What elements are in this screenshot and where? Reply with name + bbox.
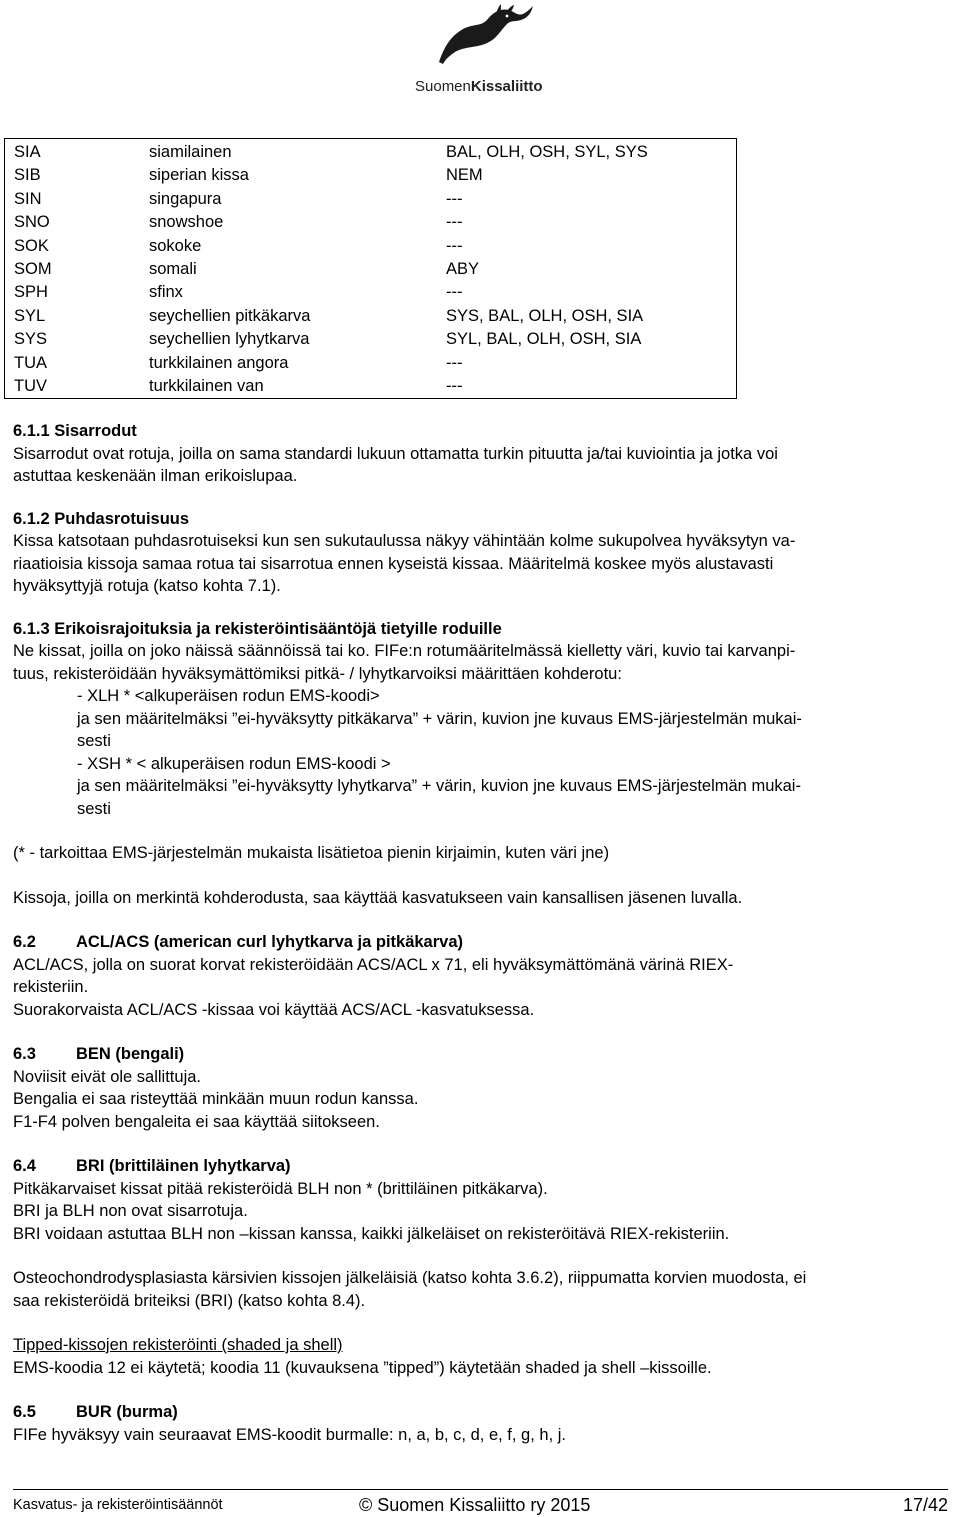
page-footer [13,1489,948,1514]
paragraph-line: Sisarrodut ovat rotuja, joilla on sama standardi lukuun ottamatta turkin pituutta ja/tai kuviointia ja jotka voi [13,444,778,463]
breed-code-cell: SOK [14,236,49,255]
paragraph-line: Bengalia ei saa risteyttää minkään muun rodun kanssa. [13,1090,419,1108]
breed-name-cell: seychellien pitkäkarva [149,306,311,325]
paragraph-line: F1-F4 polven bengaleita ei saa käyttää siitokseen. [13,1112,380,1131]
sister-breeds-cell: --- [446,377,463,396]
section-number: 6.3 [13,1045,36,1063]
indented-line: ja sen määritelmäksi ”ei-hyväksytty lyhytkarva” + värin, kuvion jne kuvaus EMS-järjestelmän mukai- [77,777,801,795]
section-number: 6.2 [13,933,36,951]
section-heading-64 [13,1155,948,1178]
sister-breeds-cell: SYL, BAL, OLH, OSH, SIA [446,330,642,349]
breed-name-cell: siperian kissa [149,166,249,185]
table-row [5,305,737,328]
document-body [13,420,948,1446]
section-title: BRI (brittiläinen lyhytkarva) [76,1157,291,1175]
breed-code-cell: SPH [14,283,48,302]
paragraph-line: Kissa katsotaan puhdasrotuiseksi kun sen sukutaulussa näkyy vähintään kolme sukupolvea hyväksytyn va- [13,532,796,550]
table-row [5,235,737,258]
table-row [5,139,737,165]
breed-code-cell: SIA [14,143,41,161]
sister-breeds-cell: NEM [446,166,483,185]
indented-line: - XLH * <alkuperäisen rodun EMS-koodi> [77,687,380,705]
table-row [5,281,737,304]
indented-line: sesti [77,799,111,818]
paragraph-line: Suorakorvaista ACL/ACS -kissaa voi käyttää ACS/ACL -kasvatuksessa. [13,1000,535,1019]
paragraph-line: astuttaa keskenään ilman erikoislupaa. [13,467,298,485]
breed-name-cell: snowshoe [149,213,224,232]
sister-breeds-cell: --- [446,283,463,302]
breed-name-cell: sfinx [149,283,183,302]
breeds-table [4,138,737,399]
sister-breeds-cell: SYS, BAL, OLH, OSH, SIA [446,306,644,325]
sister-breeds-cell: --- [446,189,463,208]
breed-code-cell: TUA [14,353,47,372]
section-number: 6.4 [13,1157,36,1175]
paragraph-line: BRI ja BLH non ovat sisarrotuja. [13,1202,248,1220]
paragraph-line: ACL/ACS, jolla on suorat korvat rekisteröidään ACS/ACL x 71, eli hyväksymättömänä värinä RIEX- [13,955,734,974]
table-row [5,164,737,187]
breed-name-cell: seychellien lyhytkarva [149,330,310,349]
breed-code-cell: TUV [14,377,47,396]
subheading-tipped: Tipped-kissojen rekisteröinti (shaded ja shell) [13,1336,343,1354]
section-title: BEN (bengali) [76,1045,185,1063]
section-heading-62 [13,931,948,954]
paragraph-line: hyväksyttyjä rotuja (katso kohta 7.1). [13,577,281,595]
cat-logo-icon [435,4,535,68]
section-heading-65 [13,1401,948,1424]
breed-code-cell: SIN [14,189,42,208]
sister-breeds-cell: --- [446,236,463,255]
paragraph-line: Ne kissat, joilla on joko näissä säännöissä tai ko. FIFe:n rotumääritelmässä kielletty väri, kuvio tai karvanpi- [13,642,796,660]
sister-breeds-cell: --- [446,213,463,232]
section-heading-63 [13,1043,948,1066]
breed-name-cell: somali [149,260,197,279]
paragraph-line: Osteochondrodysplasiasta kärsivien kissojen jälkeläisiä (katso kohta 3.6.2), riippumatta korvien muodosta, ei [13,1269,807,1287]
indented-line: sesti [77,732,111,750]
section-number: 6.5 [13,1403,36,1421]
paragraph-line: EMS-koodia 12 ei käytetä; koodia 11 (kuvauksena ”tipped”) käytetään shaded ja shell –kissoille. [13,1358,712,1377]
paragraph-line: tuus, rekisteröidään hyväksymättömiksi pitkä- / lyhytkarvoiksi määrittäen kohderotu: [13,664,622,683]
suomen-kissaliitto-logo [405,4,565,96]
section-title: BUR (burma) [76,1403,178,1421]
breed-code-cell: SOM [14,260,52,279]
footnote-line: (* - tarkoittaa EMS-järjestelmän mukaista lisätietoa pienin kirjaimin, kuten väri jne) [13,844,610,862]
breed-code-cell: SYL [14,306,46,325]
breed-code-cell: SNO [14,213,50,232]
breed-code-cell: SYS [14,330,48,349]
paragraph-line: saa rekisteröidä briteiksi (BRI) (katso kohta 8.4). [13,1291,366,1310]
sister-breeds-cell: ABY [446,260,480,279]
table-row [5,328,737,351]
footer-center: © Suomen Kissaliitto ry 2015 [359,1495,591,1515]
indented-line: - XSH * < alkuperäisen rodun EMS-koodi > [77,754,391,773]
footer-left: Kasvatus- ja rekisteröintisäännöt [13,1497,223,1513]
indented-line: ja sen määritelmäksi ”ei-hyväksytty pitkäkarva” + värin, kuvion jne kuvaus EMS-järjestelmän mukai- [77,709,802,728]
breed-code-cell: SIB [14,166,41,185]
paragraph-line: Kissoja, joilla on merkintä kohderodusta, saa käyttää kasvatukseen vain kansallisen jäsenen luvalla. [13,888,743,907]
table-row [5,258,737,281]
table-row [5,211,737,234]
page-number: 17/42 [902,1495,948,1515]
breed-name-cell: siamilainen [149,143,232,161]
breed-name-cell: sokoke [149,236,202,255]
table-row [5,352,737,375]
breed-name-cell: turkkilainen van [149,377,264,396]
section-heading-613: 6.1.3 Erikoisrajoituksia ja rekisteröintisääntöjä tietyille roduille [13,619,502,638]
paragraph-line: BRI voidaan astuttaa BLH non –kissan kanssa, kaikki jälkeläiset on rekisteröitävä RIEX-rekisteriin. [13,1224,730,1243]
section-heading-612: 6.1.2 Puhdasrotuisuus [13,509,190,528]
paragraph-line: Pitkäkarvaiset kissat pitää rekisteröidä BLH non * (brittiläinen pitkäkarva). [13,1179,548,1198]
logo-name-bold: Kissaliitto [470,78,543,95]
logo-name-light: Suomen [415,78,471,95]
paragraph-line: riaatioisia kissoja samaa rotua tai sisarrotua ennen kyseistä kissaa. Määritelmä koskee myös alustavasti [13,554,774,573]
paragraph-line: rekisteriin. [13,978,89,996]
section-heading-611: 6.1.1 Sisarrodut [13,422,137,440]
sister-breeds-cell: BAL, OLH, OSH, SYL, SYS [446,143,648,161]
paragraph-line: Noviisit eivät ole sallittuja. [13,1067,201,1086]
table-row [5,375,737,399]
table-row [5,188,737,211]
section-title: ACL/ACS (american curl lyhytkarva ja pitkäkarva) [76,933,464,951]
breed-name-cell: singapura [149,189,222,208]
sister-breeds-cell: --- [446,353,463,372]
paragraph-line: FIFe hyväksyy vain seuraavat EMS-koodit burmalle: n, a, b, c, d, e, f, g, h, j. [13,1425,566,1444]
breed-name-cell: turkkilainen angora [149,353,289,372]
